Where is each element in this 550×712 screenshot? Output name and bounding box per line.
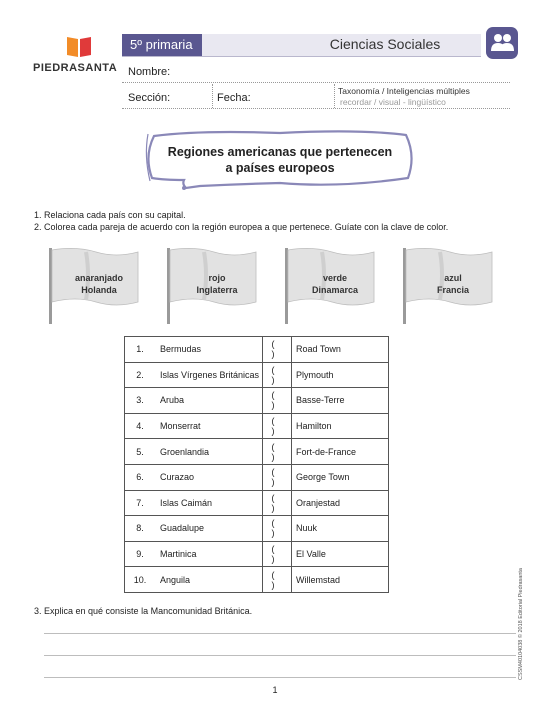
country-cell: Bermudas [155, 337, 263, 363]
country-cell: Guadalupe [155, 516, 263, 542]
answer-line[interactable] [44, 655, 516, 656]
row-number: 6. [125, 464, 156, 490]
flag-country-label: Francia [436, 285, 469, 295]
instruction-1: 1. Relaciona cada país con su capital. [34, 210, 186, 220]
table-row [125, 567, 389, 593]
answer-blank[interactable]: ( ) [263, 464, 292, 490]
country-cell: Anguila [155, 567, 263, 593]
capital-cell: Hamilton [292, 413, 389, 439]
row-number: 1. [125, 337, 156, 363]
flag-key-dinamarca [282, 244, 377, 326]
answer-blank[interactable]: ( ) [263, 362, 292, 388]
capital-cell: El Valle [292, 541, 389, 567]
title-line-1: Regiones americanas que pertenecen [167, 145, 393, 159]
capital-cell: Nuuk [292, 516, 389, 542]
row-number: 2. [125, 362, 156, 388]
taxonomy-label: Taxonomía / Inteligencias múltiples [338, 86, 470, 96]
brand-name: PIEDRASANTA [33, 62, 118, 74]
row-number: 7. [125, 490, 156, 516]
country-cell: Islas Caimán [155, 490, 263, 516]
answer-blank[interactable]: ( ) [263, 439, 292, 465]
flag-country-label: Inglaterra [196, 285, 238, 295]
divider [334, 84, 335, 108]
group-people-icon [486, 27, 518, 59]
answer-blank[interactable]: ( ) [263, 541, 292, 567]
answer-blank[interactable]: ( ) [263, 388, 292, 414]
row-number: 4. [125, 413, 156, 439]
capital-cell: George Town [292, 464, 389, 490]
name-label: Nombre: [128, 66, 171, 78]
page-number: 1 [272, 685, 278, 695]
table-row [125, 541, 389, 567]
matching-table [124, 336, 389, 593]
piedrasanta-logo-icon [66, 34, 92, 58]
capital-cell: Fort-de-France [292, 439, 389, 465]
answer-blank[interactable]: ( ) [263, 490, 292, 516]
section-line [122, 108, 510, 109]
country-cell: Curazao [155, 464, 263, 490]
answer-blank[interactable]: ( ) [263, 413, 292, 439]
instruction-2: 2. Colorea cada pareja de acuerdo con la región europea a que pertenece. Guíate con la clave de color. [34, 222, 449, 232]
flag-color-label: verde [322, 273, 348, 283]
table-row [125, 464, 389, 490]
country-cell: Monserrat [155, 413, 263, 439]
table-row [125, 362, 389, 388]
answer-line[interactable] [44, 633, 516, 634]
country-cell: Aruba [155, 388, 263, 414]
taxonomy-detail: recordar / visual - lingüístico [340, 97, 446, 107]
question-3: 3. Explica en qué consiste la Mancomunidad Británica. [34, 606, 253, 616]
answer-blank[interactable]: ( ) [263, 516, 292, 542]
country-cell: Groenlandia [155, 439, 263, 465]
table-row [125, 337, 389, 363]
row-number: 5. [125, 439, 156, 465]
copyright-code: CSSM40104038 © 2018 Editorial Piedrasanta [518, 568, 524, 680]
table-row [125, 516, 389, 542]
row-number: 3. [125, 388, 156, 414]
answer-line[interactable] [44, 677, 516, 678]
worksheet-title [150, 144, 410, 176]
flag-country-label: Holanda [81, 285, 117, 295]
flag-color-label: rojo [208, 273, 226, 283]
flag-color-label: azul [444, 273, 462, 283]
flag-color-label: anaranjado [74, 273, 123, 283]
section-label: Sección: [128, 92, 171, 104]
flag-country-label: Dinamarca [311, 285, 359, 295]
name-line [122, 82, 510, 83]
row-number: 9. [125, 541, 156, 567]
country-cell: Martinica [155, 541, 263, 567]
flag-key-inglaterra [164, 244, 259, 326]
table-row [125, 388, 389, 414]
capital-cell: Plymouth [292, 362, 389, 388]
title-line-2: a países europeos [225, 161, 335, 175]
row-number: 10. [125, 567, 156, 593]
grade-badge: 5º primaria [122, 34, 202, 56]
table-row [125, 439, 389, 465]
table-row [125, 490, 389, 516]
answer-blank[interactable]: ( ) [263, 337, 292, 363]
flag-key-francia [400, 244, 495, 326]
country-cell: Islas Vírgenes Británicas [155, 362, 263, 388]
date-label: Fecha: [217, 92, 251, 104]
table-row [125, 413, 389, 439]
capital-cell: Basse-Terre [292, 388, 389, 414]
divider [212, 84, 213, 108]
capital-cell: Oranjestad [292, 490, 389, 516]
capital-cell: Road Town [292, 337, 389, 363]
answer-blank[interactable]: ( ) [263, 567, 292, 593]
subject-title: Ciencias Sociales [329, 36, 441, 52]
capital-cell: Willemstad [292, 567, 389, 593]
flag-key-holanda [46, 244, 141, 326]
row-number: 8. [125, 516, 156, 542]
